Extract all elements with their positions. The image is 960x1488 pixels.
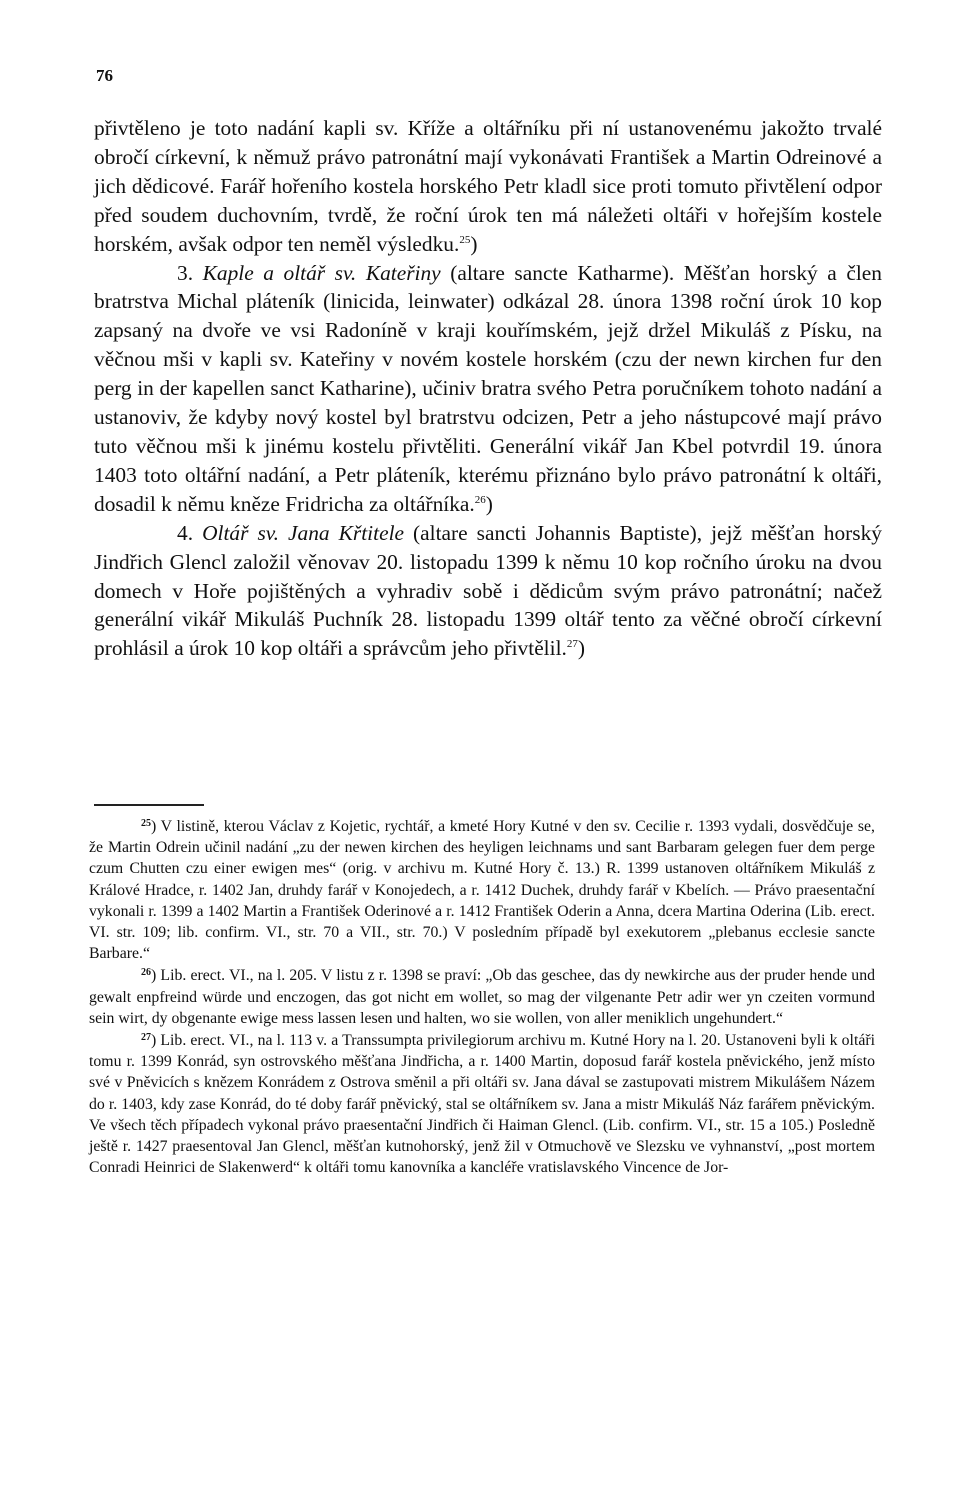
paragraph-2-close: ) <box>485 491 493 516</box>
footnote-25-mark: 25 <box>141 818 151 829</box>
main-text <box>94 114 882 663</box>
footnote-27-mark: 27 <box>141 1032 151 1044</box>
paragraph-3-number: 4. <box>177 520 194 545</box>
footnote-25 <box>89 816 875 964</box>
footnote-27-text: ) Lib. erect. VI., na l. 113 v. a Transsumpta privilegiorum archivu m. Kutné Hory na l. 20. Ustanoveni byli k oltáři tomu r. 1399 Konrád, syn ostrovského měšťana Jindřicha, a r. 1400 Martin, doposud farář kostela pněvického, jenž místo své v Pněvicích s knězem Konrádem z Ostrova směnil a při oltáři sv. Jana dával se zastupovati mistrem Mikulášem Názem do r. 1403, kdy zase Konrád, do té doby farář pněvický, stal se oltářníkem sv. Jana a mistr Mikuláš Náz farářem pněvickým. Ve všech těch případech vykonal právo praesentační Jindřich či Haiman Glencl. (Lib. confirm. VI., str. 15 a 105.) Posledně ještě r. 1427 praesentoval Jan Glencl, měšťan kutnohorský, jenž žil v Otmuchově ve Slezsku ve vyhnanství, „post mortem Conradi Heinrici de Slakenwerd“ k oltáři tomu kanovníka a kancléře vratislavského Vincence de Jor- <box>89 1032 875 1177</box>
footnote-26-text: ) Lib. erect. VI., na l. 205. V listu z r. 1398 se praví: „Ob das geschee, das dy newkirche aus der pruder hende und gewalt enpfreind würde und enczogen, das got nicht em wollet, so mag der vilgenante Petr adir wer yn czeiten vormund sein wirt, dy obgenante ewige mess lassen lesen und halten, wo sie wollen, von aller meniklich ungehundert.“ <box>89 967 875 1027</box>
paragraph-2 <box>94 259 882 519</box>
paragraph-1-close: ) <box>470 231 478 256</box>
footnote-ref-26: 26 <box>474 493 486 506</box>
paragraph-2-text: (altare sancte Katharme). Měšťan horský a člen bratrstva Michal pláteník (linicida, leinwater) odkázal 28. února 1398 roční úrok 10 kop zapsaný na dvoře ve vsi Radoníně v kraji kouřímském, jejž držel Mikuláš z Písku, na věčnou mši v kapli sv. Kateřiny v novém kostele horském (czu der newn kirchen fur den perg in der kapellen sanct Katharine), učiniv bratra svého Petra poručníkem tohoto nadání a ustanoviv, že kdyby nový kostel byl bratrstvu odcizen, Petr a jeho nástupcové mají právo tuto věčnou mši k jinému kostelu přivtěliti. Generální vikář Jan Kbel potvrdil 19. února 1403 toto oltářní nadání, a Petr pláteník, kterému přiznáno bylo právo patronátní k oltáři, dosadil k němu kněze Fridricha za oltářníka. <box>94 260 882 516</box>
footnote-ref-27: 27 <box>566 638 578 651</box>
paragraph-1 <box>94 114 882 259</box>
paragraph-3 <box>94 519 882 664</box>
paragraph-3-text: (altare sancti Johannis Baptiste), jejž měšťan horský Jindřich Glencl založil věnovav 20. listopadu 1399 k němu 10 kop ročního úroku na dvou domech v Hoře pojištěných a vyhradiv sobě i dědicům svým právo patronátní; načež generální vikář Mikuláš Puchník 28. listopadu 1399 oltář tento za věčné obročí církevní prohlásil a úrok 10 kop oltáři a správcům jeho přivtělil. <box>94 520 882 661</box>
footnote-rule <box>94 804 204 806</box>
paragraph-3-close: ) <box>577 636 585 661</box>
footnote-26-mark: 26 <box>141 967 151 979</box>
paragraph-2-number: 3. <box>177 260 194 285</box>
footnote-25-text: ) V listině, kterou Václav z Kojetic, rychtář, a kmeté Hory Kutné v den sv. Cecilie r. 1393 vydali, dosvědčuje se, že Martin Odrein učinil nadání „zu der newen kirchen des heyligen leichnams und sant Barbaram gelegen fuer dem perge czum Chutten czu einer ewigen mes“ (orig. v archivu m. Kutné Hory č. 13.) R. 1399 ustanoven oltářníkem Mikuláš z Králové Hradce, r. 1402 Jan, druhdy farář v Konojedech, a r. 1412 Duchek, druhdy farář v Kbelích. — Právo praesentační vykonali r. 1399 a 1402 Martin a František Oderinové a r. 1412 František Oderin a Anna, dcera Martina Oderina (Lib. erect. VI. str. 109; lib. confirm. VI., str. 70 a VII., str. 70.) V posledním případě byl exekutorem „plebanus ecclesie sancte Barbare.“ <box>89 818 875 963</box>
paragraph-1-text: přivtěleno je toto nadání kapli sv. Kříže a oltářníku při ní ustanovenému jakožto trvalé obročí církevní, k němuž právo patronátní mají vykonávati František a Martin Odreinové a jich dědicové. Farář hořeního kostela horského Petr kladl sice proti tomuto přivtělení odpor před soudem duchovním, tvrdě, že roční úrok ten má náležeti oltáři v hořejším kostele horském, avšak odpor ten neměl výsledku. <box>94 116 882 256</box>
paragraph-3-title: Oltář sv. Jana Křtitele <box>202 520 405 545</box>
page-number: 76 <box>96 66 113 85</box>
footnote-26 <box>89 965 875 1029</box>
footnotes <box>89 816 875 1179</box>
paragraph-2-title: Kaple a oltář sv. Kateřiny <box>202 260 441 285</box>
footnote-ref-25: 25 <box>459 233 471 246</box>
footnote-27 <box>89 1030 875 1178</box>
